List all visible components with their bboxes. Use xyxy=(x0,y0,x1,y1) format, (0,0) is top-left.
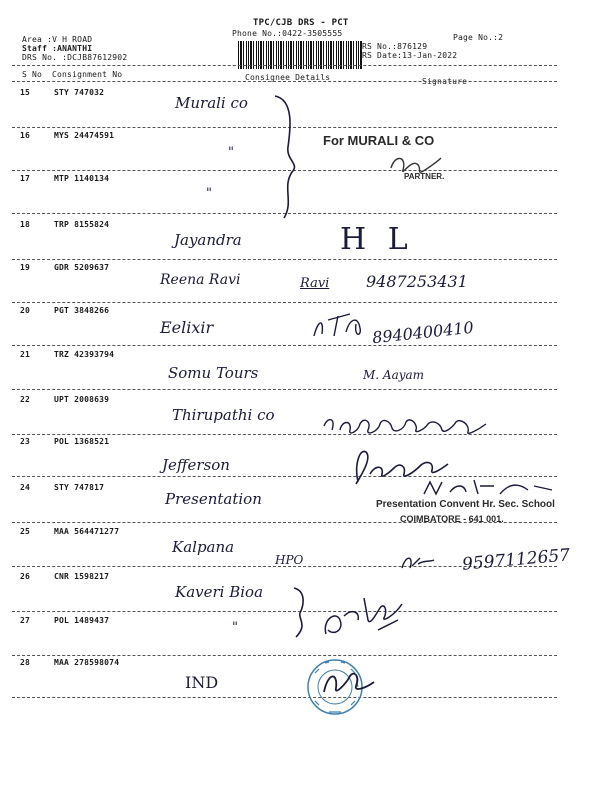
drs-number: DRS No. :DCJB87612902 xyxy=(22,53,128,62)
row-divider xyxy=(12,697,557,698)
signature-25 xyxy=(398,552,438,574)
report-title: TPC/CJB DRS - PCT xyxy=(253,18,349,28)
row-sno: 23 xyxy=(20,437,31,446)
hw-name-19: Reena Ravi xyxy=(160,272,241,288)
row-sno: 18 xyxy=(20,220,31,229)
header-divider-2 xyxy=(12,81,557,82)
signature-19: Ravi xyxy=(300,276,330,291)
row-consignment-no: STY 747032 xyxy=(54,88,105,97)
hw-name-17: " xyxy=(206,186,212,201)
col-signature: Signature xyxy=(422,77,468,86)
row-sno: 20 xyxy=(20,306,31,315)
row-consignment-no: POL 1368521 xyxy=(54,437,110,446)
row-sno: 16 xyxy=(20,131,31,140)
hw-name-15: Murali co xyxy=(175,94,248,112)
hw-name-16: " xyxy=(228,145,234,160)
hw-name-18: Jayandra xyxy=(174,231,242,249)
row-sno: 24 xyxy=(20,483,31,492)
staff-label: Staff :ANANTHI xyxy=(22,44,93,53)
phone-25: 9597112657 xyxy=(461,545,571,575)
row-sno: 19 xyxy=(20,263,31,272)
hw-name-21: Somu Tours xyxy=(168,364,259,382)
row-consignment-no: TRP 8155824 xyxy=(54,220,110,229)
phone-number: Phone No.:0422-3505555 xyxy=(232,29,343,38)
row-sno: 15 xyxy=(20,88,31,97)
signature-28 xyxy=(318,662,378,702)
row-divider xyxy=(12,345,557,346)
row-divider xyxy=(12,389,557,390)
row-divider xyxy=(12,259,557,260)
row-sno: 22 xyxy=(20,395,31,404)
stamp-school-city: COIMBATORE - 641 001. xyxy=(400,514,504,524)
row-sno: 17 xyxy=(20,174,31,183)
row-consignment-no: TRZ 42393794 xyxy=(54,350,115,359)
phone-19: 9487253431 xyxy=(366,272,468,291)
stamp-murali-name: For MURALI & CO xyxy=(323,133,435,148)
row-sno: 21 xyxy=(20,350,31,359)
signature-18: H L xyxy=(340,222,414,257)
stamp-school-name: Presentation Convent Hr. Sec. School xyxy=(376,499,555,510)
signature-21: M. Aayam xyxy=(363,368,425,382)
row-consignment-no: GDR 5209637 xyxy=(54,263,110,272)
col-consignment: Consignment No xyxy=(52,70,123,79)
page-number: Page No.:2 xyxy=(453,33,504,42)
row-sno: 26 xyxy=(20,572,31,581)
row-sno: 27 xyxy=(20,616,31,625)
rs-date: RS Date:13-Jan-2022 xyxy=(362,51,458,60)
row-sno: 28 xyxy=(20,658,31,667)
area-label: Area :V H ROAD xyxy=(22,35,93,44)
hw-name-25: Kalpana xyxy=(172,538,235,556)
hw-name-28: IND xyxy=(185,673,219,692)
row-consignment-no: PGT 3848266 xyxy=(54,306,110,315)
row-consignment-no: STY 747817 xyxy=(54,483,105,492)
row-divider xyxy=(12,611,557,612)
signature-24 xyxy=(420,476,560,500)
row-consignment-no: MTP 1140134 xyxy=(54,174,110,183)
stamp-murali-role: PARTNER. xyxy=(404,172,445,181)
phone-20: 8940400410 xyxy=(371,317,475,348)
hw-name-24: Presentation xyxy=(165,490,262,508)
hw-name-26: Kaveri Bioa xyxy=(175,583,264,601)
row-divider xyxy=(12,302,557,303)
hw-name-22: Thirupathi co xyxy=(172,406,275,424)
signature-20 xyxy=(310,310,370,340)
row-consignment-no: MYS 24474591 xyxy=(54,131,115,140)
header-divider xyxy=(12,65,557,66)
hw-name-27: " xyxy=(232,620,238,635)
brace-mark xyxy=(270,92,310,222)
hw-name-23: Jefferson xyxy=(162,456,230,474)
row-consignment-no: MAA 278598074 xyxy=(54,658,120,667)
hw-name-20: Eelixir xyxy=(160,318,214,337)
row-divider xyxy=(12,655,557,656)
brace-mark-2 xyxy=(290,585,320,640)
col-consignee-details: Consignee Details xyxy=(245,73,331,82)
row-consignment-no: UPT 2008639 xyxy=(54,395,110,404)
signature-22 xyxy=(320,412,495,440)
row-sno: 25 xyxy=(20,527,31,536)
row-consignment-no: MAA 564471277 xyxy=(54,527,120,536)
rs-number: RS No.:876129 xyxy=(362,42,428,51)
signature-26 xyxy=(318,590,408,640)
row-consignment-no: CNR 1598217 xyxy=(54,572,110,581)
note-25: HPO xyxy=(275,553,304,567)
row-consignment-no: POL 1489437 xyxy=(54,616,110,625)
col-sno: S No xyxy=(22,70,43,79)
